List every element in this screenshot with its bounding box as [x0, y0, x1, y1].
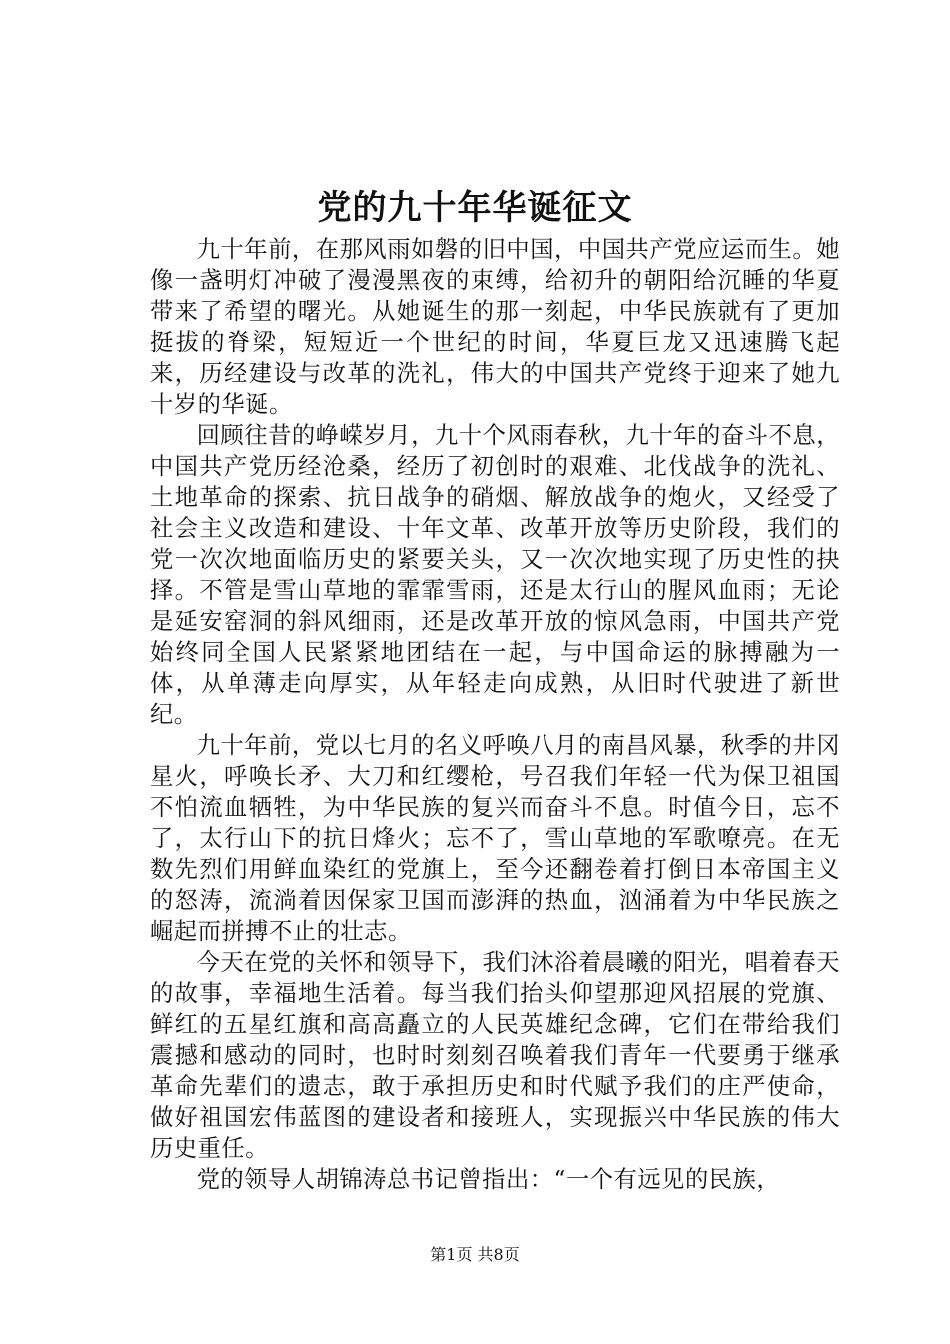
paragraph: 九十年前，党以七月的名义呼唤八月的南昌风暴，秋季的井冈星火，呼唤长矛、大刀和红缨枪，号召我们年轻一代为保卫祖国不怕流血牺牲，为中华民族的复兴而奋斗不息。时值今日，忘不了，太行山下的抗日烽火；忘不了，雪山草地的军歌嘹亮。在无数先烈们用鲜血染红的党旗上，至今还翻卷着打倒日本帝国主义的怒涛，流淌着因保家卫国而澎湃的热血，汹涌着为中华民族之崛起而拼搏不止的壮志。	[150, 732, 840, 945]
paragraph: 党的领导人胡锦涛总书记曾指出：“一个有远见的民族，	[196, 1166, 781, 1193]
paragraph: 回顾往昔的峥嵘岁月，九十个风雨春秋，九十年的奋斗不息，中国共产党历经沧桑，经历了初创时的艰难、北伐战争的洗礼、土地革命的探索、抗日战争的硝烟、解放战争的炮火，又经受了社会主义改造和建设、十年文革、改革开放等历史阶段，我们的党一次次地面临历史的紧要关头，又一次次地实现了历史性的抉择。不管是雪山草地的霏霏雪雨，还是太行山的腥风血雨；无论是延安窑洞的斜风细雨，还是改革开放的惊风急雨，中国共产党始终同全国人民紧紧地团结在一起，与中国命运的脉搏融为一体，从单薄走向厚实，从年轻走向成熟，从旧时代驶进了新世纪。	[150, 422, 840, 728]
page-footer: 第1页 共8页	[430, 1245, 520, 1264]
paragraph: 九十年前，在那风雨如磐的旧中国，中国共产党应运而生。她像一盏明灯冲破了漫漫黑夜的束缚，给初升的朝阳给沉睡的华夏带来了希望的曙光。从她诞生的那一刻起，中华民族就有了更加挺拔的脊梁，短短近一个世纪的时间，华夏巨龙又迅速腾飞起来，历经建设与改革的洗礼，伟大的中国共产党终于迎来了她九十岁的华诞。	[150, 236, 840, 418]
document-body	[150, 234, 840, 1195]
paragraph: 今天在党的关怀和领导下，我们沐浴着晨曦的阳光，唱着春天的故事，幸福地生活着。每当我们抬头仰望那迎风招展的党旗、鲜红的五星红旗和高高矗立的人民英雄纪念碑，它们在带给我们震撼和感动的同时，也时时刻刻召唤着我们青年一代要勇于继承革命先辈们的遗志，敢于承担历史和时代赋予我们的庄严使命，做好祖国宏伟蓝图的建设者和接班人，实现振兴中华民族的伟大历史重任。	[150, 949, 840, 1162]
document-title: 党的九十年华诞征文	[317, 188, 633, 228]
